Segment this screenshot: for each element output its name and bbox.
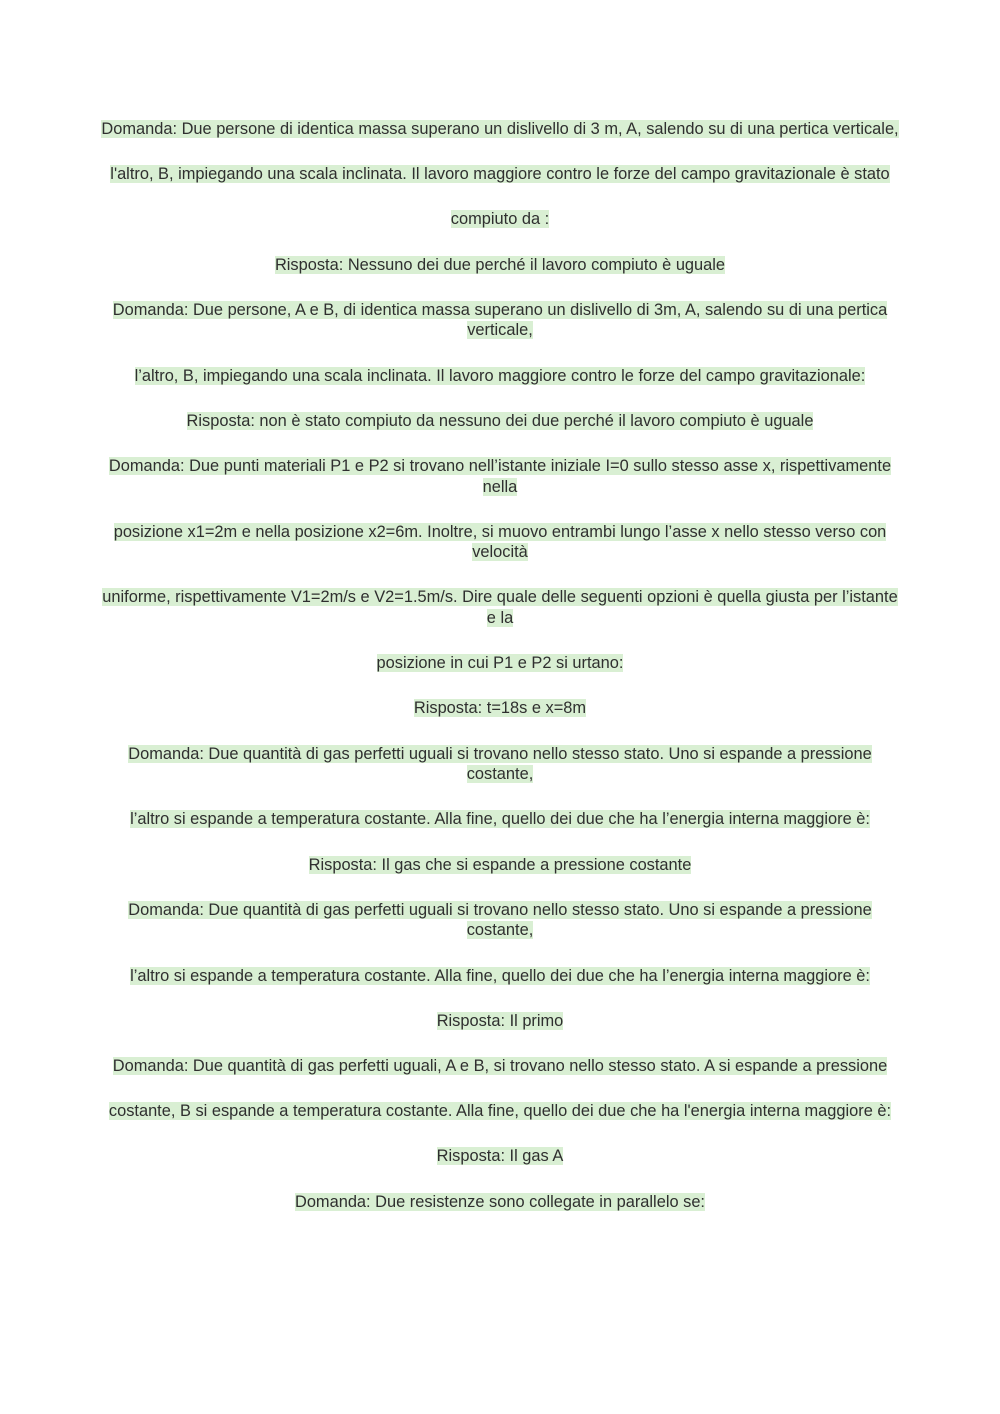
question-paragraph xyxy=(98,209,902,230)
question-paragraph xyxy=(98,300,902,341)
highlighted-text: posizione in cui P1 e P2 si urtano: xyxy=(376,654,624,673)
answer-paragraph xyxy=(98,698,902,719)
answer-paragraph xyxy=(98,1146,902,1167)
highlighted-text: uniforme, rispettivamente V1=2m/s e V2=1.5m/s. Dire quale delle seguenti opzioni è quella giusta per l’istante e la xyxy=(102,588,898,628)
highlighted-text: Risposta: Nessuno dei due perché il lavoro compiuto è uguale xyxy=(274,255,726,274)
answer-paragraph xyxy=(98,255,902,276)
highlighted-text: posizione x1=2m e nella posizione x2=6m. Inoltre, si muovo entrambi lungo l’asse x nello stesso verso con velocità xyxy=(113,522,887,562)
answer-paragraph xyxy=(98,411,902,432)
highlighted-text: compiuto da : xyxy=(450,210,550,229)
question-paragraph xyxy=(98,966,902,987)
highlighted-text: l’altro, B, impiegando una scala inclinata. Il lavoro maggiore contro le forze del campo gravitazionale: xyxy=(134,366,866,385)
question-paragraph xyxy=(98,164,902,185)
question-paragraph xyxy=(98,456,902,497)
answer-paragraph xyxy=(98,1011,902,1032)
highlighted-text: Risposta: Il primo xyxy=(436,1011,564,1030)
question-paragraph xyxy=(98,809,902,830)
highlighted-text: Domanda: Due persone di identica massa superano un dislivello di 3 m, A, salendo su di una pertica verticale, xyxy=(101,120,899,138)
question-paragraph xyxy=(98,366,902,387)
highlighted-text: Risposta: non è stato compiuto da nessuno dei due perché il lavoro compiuto è uguale xyxy=(186,411,814,430)
document-body xyxy=(98,119,902,1237)
question-paragraph xyxy=(98,653,902,674)
highlighted-text: Domanda: Due persone, A e B, di identica massa superano un dislivello di 3m, A, salendo su di una pertica verticale, xyxy=(112,300,888,340)
highlighted-text: Risposta: Il gas A xyxy=(436,1147,564,1166)
question-paragraph xyxy=(98,1101,902,1122)
highlighted-text: l’altro si espande a temperatura costante. Alla fine, quello dei due che ha l’energia interna maggiore è: xyxy=(130,810,870,829)
highlighted-text: Risposta: Il gas che si espande a pressione costante xyxy=(308,855,692,874)
highlighted-text: l'altro, B, impiegando una scala inclinata. Il lavoro maggiore contro le forze del campo gravitazionale è stato xyxy=(110,165,890,184)
question-paragraph xyxy=(98,587,902,628)
highlighted-text: Domanda: Due quantità di gas perfetti uguali, A e B, si trovano nello stesso stato. A si espande a pressione xyxy=(112,1056,888,1075)
highlighted-text: l’altro si espande a temperatura costante. Alla fine, quello dei due che ha l’energia interna maggiore è: xyxy=(130,966,870,985)
highlighted-text: Risposta: t=18s e x=8m xyxy=(413,699,587,718)
highlighted-text: costante, B si espande a temperatura costante. Alla fine, quello dei due che ha l'energia interna maggiore è: xyxy=(108,1102,892,1121)
answer-paragraph xyxy=(98,855,902,876)
question-paragraph xyxy=(98,744,902,785)
highlighted-text: Domanda: Due punti materiali P1 e P2 si trovano nell’istante iniziale I=0 sullo stesso asse x, rispettivamente nella xyxy=(108,456,892,496)
highlighted-text: Domanda: Due resistenze sono collegate in parallelo se: xyxy=(294,1192,705,1211)
question-paragraph xyxy=(98,119,902,140)
question-paragraph xyxy=(98,1056,902,1077)
question-paragraph xyxy=(98,522,902,563)
highlighted-text: Domanda: Due quantità di gas perfetti uguali si trovano nello stesso stato. Uno si espande a pressione costante, xyxy=(128,744,872,784)
highlighted-text: Domanda: Due quantità di gas perfetti uguali si trovano nello stesso stato. Uno si espande a pressione costante, xyxy=(128,900,872,940)
question-paragraph xyxy=(98,1192,902,1213)
question-paragraph xyxy=(98,900,902,941)
